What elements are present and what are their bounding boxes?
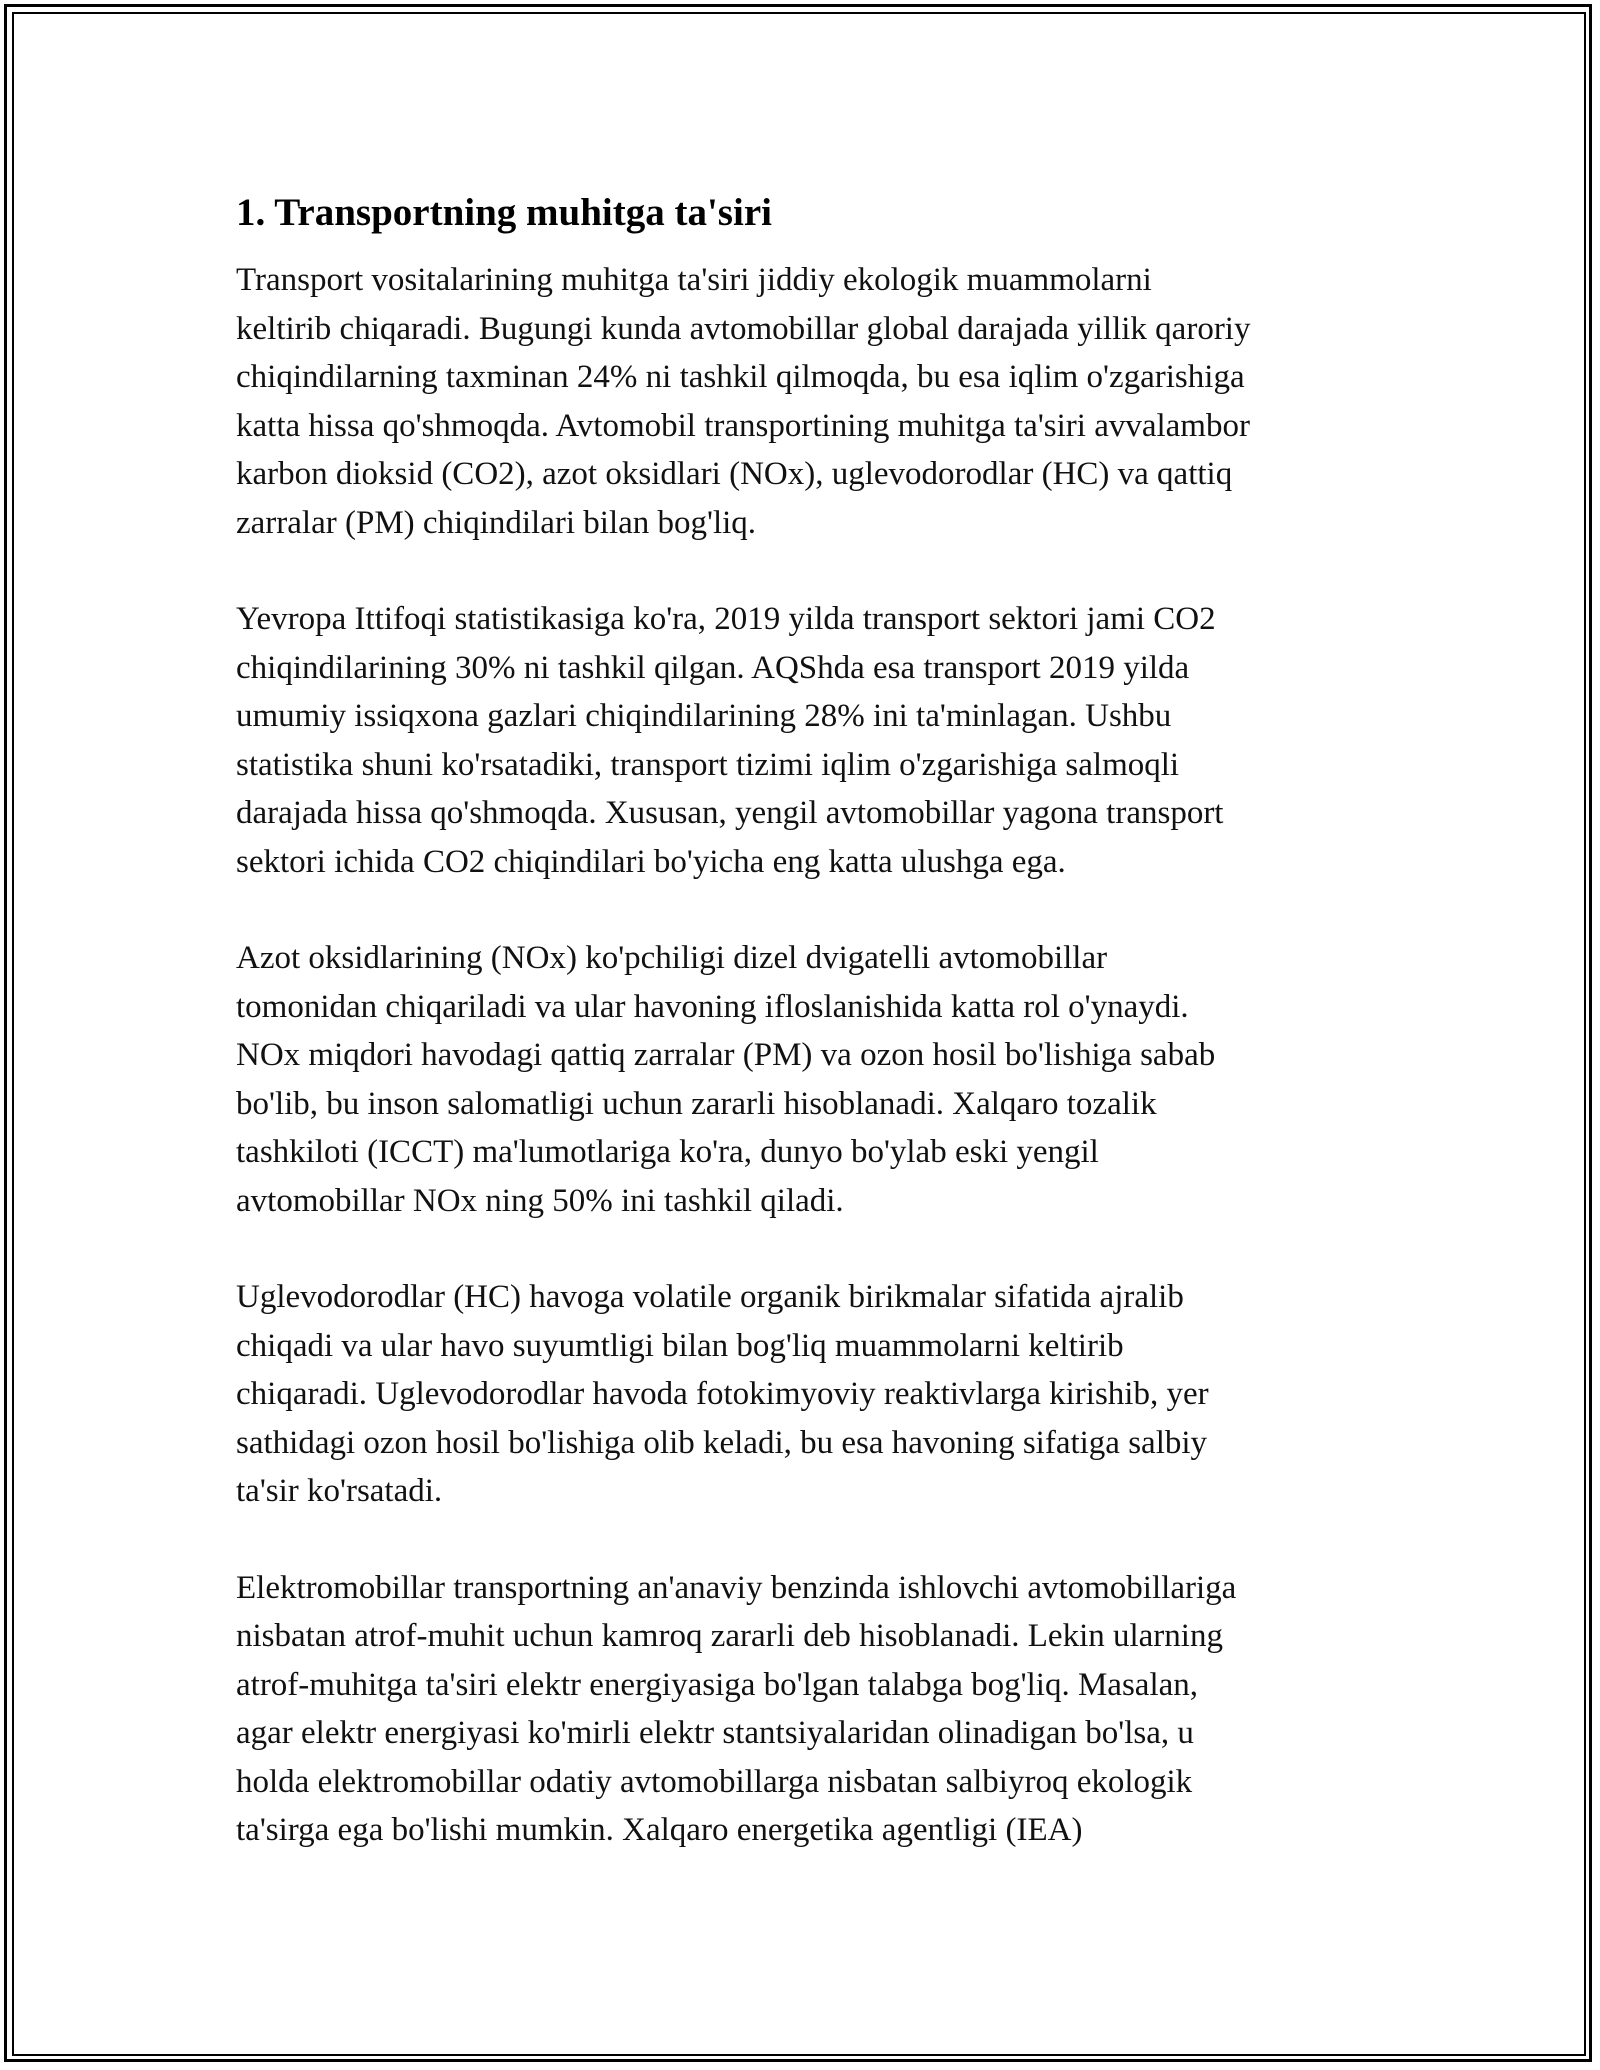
paragraph-line: Azot oksidlarining (NOx) ko'pchiligi dizel dvigatelli avtomobillar	[236, 940, 1108, 976]
paragraph-line: Transport vositalarining muhitga ta'siri jiddiy ekologik muammolarni	[236, 262, 1152, 298]
paragraph-line: ta'sir ko'rsatadi.	[236, 1473, 443, 1509]
paragraph	[236, 595, 1376, 886]
paragraph-line: sektori ichida CO2 chiqindilari bo'yicha eng katta ulushga ega.	[236, 843, 1066, 880]
paragraph	[236, 256, 1376, 547]
paragraph-line: chiqadi va ular havo suyumtligi bilan bog'liq muammolarni keltirib	[236, 1327, 1124, 1364]
paragraph-line: katta hissa qo'shmoqda. Avtomobil transportining muhitga ta'siri avvalambor	[236, 407, 1250, 444]
paragraph-line: nisbatan atrof-muhit uchun kamroq zararli deb hisoblanadi. Lekin ularning	[236, 1618, 1223, 1654]
paragraph-list	[236, 256, 1376, 1855]
paragraph-line: Uglevodorodlar (HC) havoga volatile organik birikmalar sifatida ajralib	[236, 1279, 1184, 1315]
paragraph-line: chiqindilarining 30% ni tashkil qilgan. AQShda esa transport 2019 yilda	[236, 649, 1190, 686]
document-body	[236, 186, 1376, 1903]
paragraph-line: avtomobillar NOx ning 50% ini tashkil qiladi.	[236, 1182, 844, 1219]
paragraph-line: bo'lib, bu inson salomatligi uchun zararli hisoblanadi. Xalqaro tozalik	[236, 1085, 1157, 1122]
paragraph-line: karbon dioksid (CO2), azot oksidlari (NOx), uglevodorodlar (HC) va qattiq	[236, 456, 1233, 492]
paragraph	[236, 1564, 1376, 1855]
paragraph-line: chiqaradi. Uglevodorodlar havoda fotokimyoviy reaktivlarga kirishib, yer	[236, 1376, 1209, 1412]
paragraph-line: tashkiloti (ICCT) ma'lumotlariga ko'ra, dunyo bo'ylab eski yengil	[236, 1134, 1099, 1170]
paragraph-line: umumiy issiqxona gazlari chiqindilarining 28% ini ta'minlagan. Ushbu	[236, 698, 1172, 734]
paragraph-line: NOx miqdori havodagi qattiq zarralar (PM) va ozon hosil bo'lishiga sabab	[236, 1037, 1216, 1073]
paragraph	[236, 934, 1376, 1225]
paragraph-line: Elektromobillar transportning an'anaviy benzinda ishlovchi avtomobillariga	[236, 1569, 1237, 1606]
paragraph-line: statistika shuni ko'rsatadiki, transport tizimi iqlim o'zgarishiga salmoqli	[236, 746, 1180, 783]
section-heading: 1. Transportning muhitga ta'siri	[236, 191, 772, 234]
paragraph-line: ta'sirga ega bo'lishi mumkin. Xalqaro energetika agentligi (IEA)	[236, 1812, 1083, 1848]
paragraph-line: tomonidan chiqariladi va ular havoning ifloslanishida katta rol o'ynaydi.	[236, 988, 1189, 1025]
paragraph-line: agar elektr energiyasi ko'mirli elektr stantsiyalaridan olinadigan bo'lsa, u	[236, 1715, 1194, 1751]
paragraph-line: darajada hissa qo'shmoqda. Xususan, yengil avtomobillar yagona transport	[236, 795, 1224, 831]
paragraph-line: atrof-muhitga ta'siri elektr energiyasiga bo'lgan talabga bog'liq. Masalan,	[236, 1666, 1199, 1703]
paragraph-line: chiqindilarning taxminan 24% ni tashkil qilmoqda, bu esa iqlim o'zgarishiga	[236, 359, 1245, 395]
paragraph-line: zarralar (PM) chiqindilari bilan bog'liq.	[236, 504, 757, 541]
paragraph-line: keltirib chiqaradi. Bugungi kunda avtomobillar global darajada yillik qaroriy	[236, 310, 1251, 347]
paragraph-line: holda elektromobillar odatiy avtomobillarga nisbatan salbiyroq ekologik	[236, 1763, 1193, 1800]
paragraph	[236, 1273, 1376, 1516]
paragraph-line: sathidagi ozon hosil bo'lishiga olib keladi, bu esa havoning sifatiga salbiy	[236, 1424, 1208, 1461]
paragraph-line: Yevropa Ittifoqi statistikasiga ko'ra, 2019 yilda transport sektori jami CO2	[236, 601, 1216, 637]
